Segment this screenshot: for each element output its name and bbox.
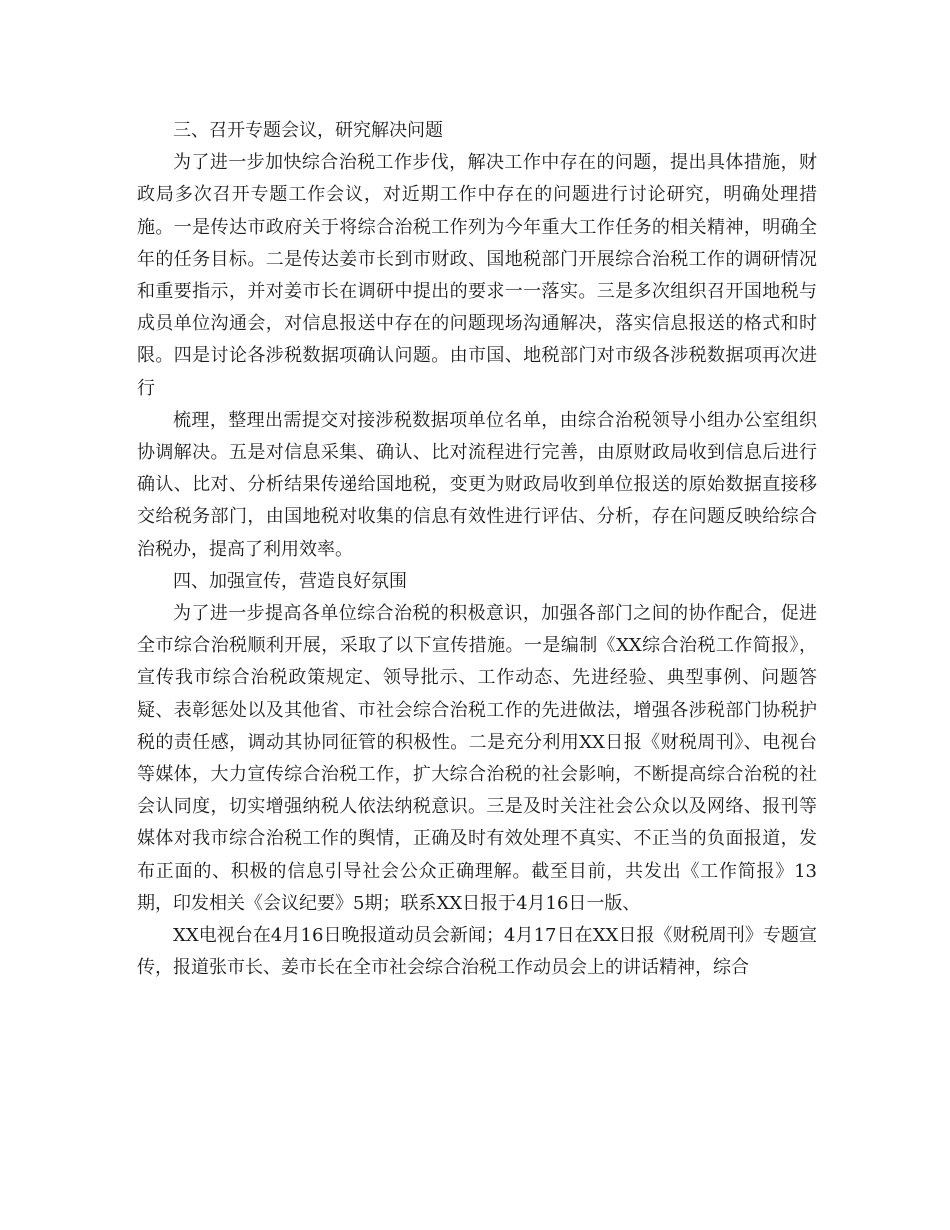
section-heading-3: 三、召开专题会议，研究解决问题	[173, 120, 443, 141]
paragraph-media-coverage: XX电视台在4月16日晚报道动员会新闻；4月17日在XX日报《财税周刊》专题宣传，报道张市长、姜市长在全市社会综合治税工作动员会上的讲话精神，综合	[137, 925, 817, 979]
paragraph-publicity: 为了进一步提高各单位综合治税的积极意识，加强各部门之间的协作配合，促进全市综合治税顺利开展，采取了以下宣传措施。一是编制《XX综合治税工作简报》，宣传我市综合治税政策规定、领导批示、工作动态、先进经验、典型事例、问题答疑、表彰惩处以及其他省、市社会综合治税工作的先进做法，增强各涉税部门协税护税的责任感，调动其协同征管的积极性。二是充分利用XX日报《财税周刊》、电视台等媒体，大力宣传综合治税工作，扩大综合治税的社会影响，不断提高综合治税的社会认同度，切实增强纳税人依法纳税意识。三是及时关注社会公众以及网络、报刊等媒体对我市综合治税工作的舆情，正确及时有效处理不真实、不正当的负面报道，发布正面的、积极的信息引导社会公众正确理解。截至目前，共发出《工作简报》13期，印发相关《会议纪要》5期；联系XX日报于4月16日一版、	[137, 603, 817, 914]
paragraph-meetings: 为了进一步加快综合治税工作步伐，解决工作中存在的问题，提出具体措施，财政局多次召开专题工作会议，对近期工作中存在的问题进行讨论研究，明确处理措施。一是传达市政府关于将综合治税工作列为今年重大工作任务的相关精神，明确全年的任务目标。二是传达姜市长到市财政、国地税部门开展综合治税工作的调研情况和重要指示，并对姜市长在调研中提出的要求一一落实。三是多次组织召开国地税与成员单位沟通会，对信息报送中存在的问题现场沟通解决，落实信息报送的格式和时限。四是讨论各涉税数据项确认问题。由市国、地税部门对市级各涉税数据项再次进行	[137, 152, 817, 399]
section-heading-4: 四、加强宣传，营造良好氛围	[173, 570, 407, 592]
document-body	[137, 115, 817, 984]
paragraph-process-improvement: 梳理，整理出需提交对接涉税数据项单位名单，由综合治税领导小组办公室组织协调解决。五是对信息采集、确认、比对流程进行完善，由原财政局收到信息后进行确认、比对、分析结果传递给国地税，变更为财政局收到单位报送的原始数据直接移交给税务部门，由国地税对收集的信息有效性进行评估、分析，存在问题反映给综合治税办，提高了利用效率。	[137, 409, 817, 560]
